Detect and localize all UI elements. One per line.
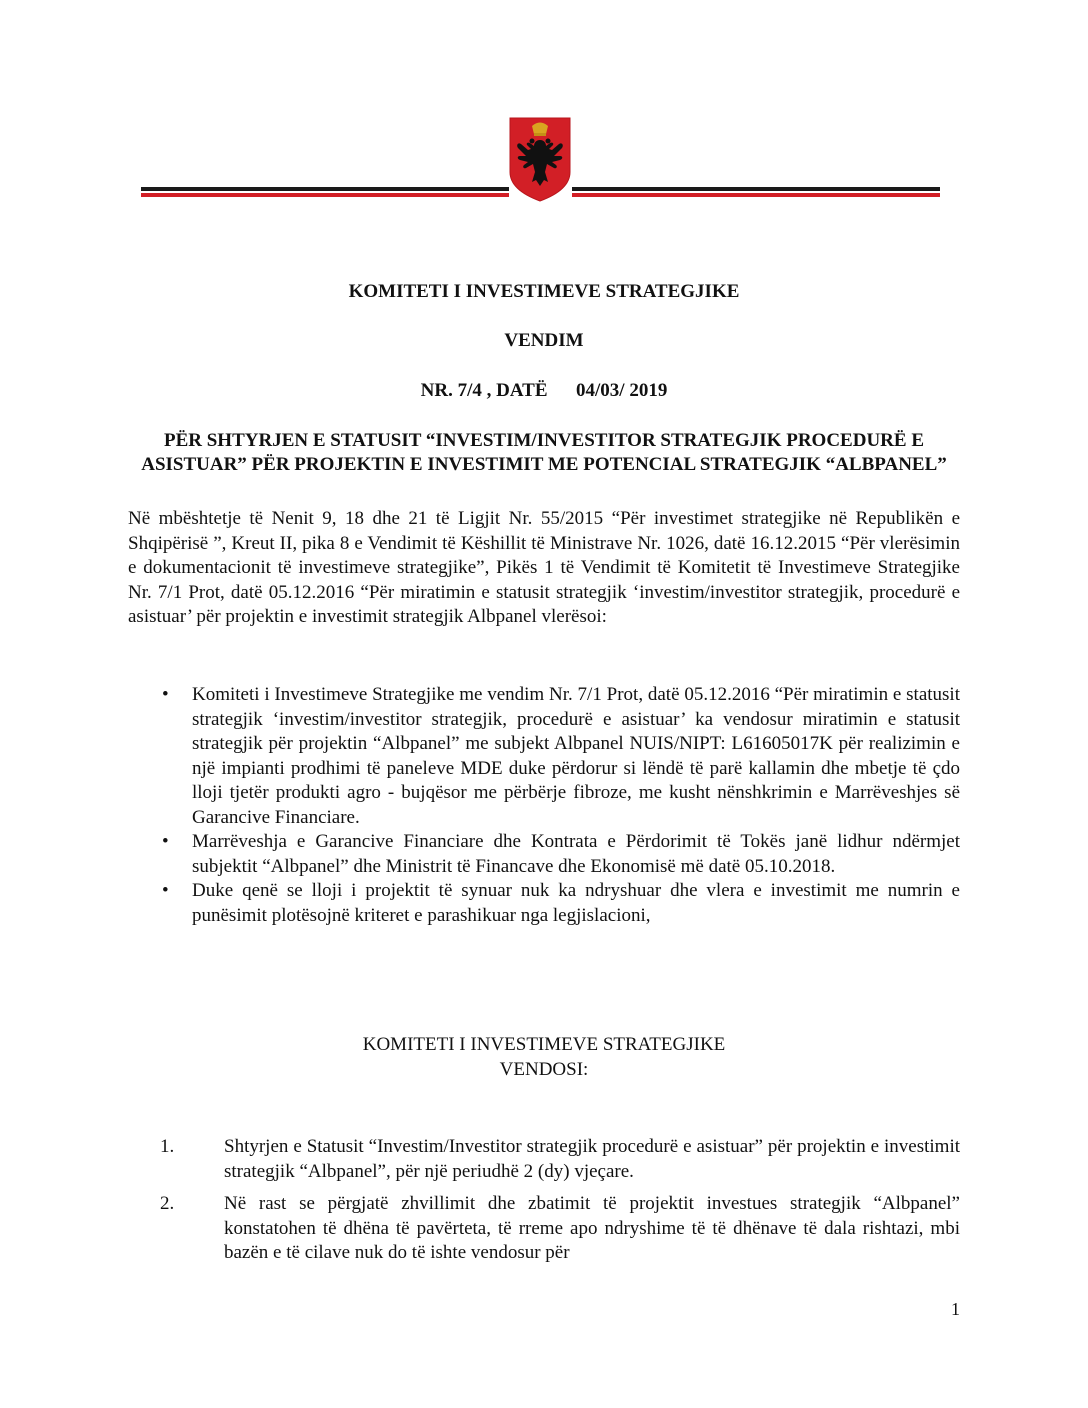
decisions-list: [128, 1135, 960, 1266]
list-item: 2. Në rast se përgjatë zhvillimit dhe zbatimit të projektit investues strategjik “Albpanel” konstatohen të dhëna të pavërteta, të rreme apo ndryshime të të dhënave të dala rishtazi, mbi bazën e të cilave nuk do të ishte vendosur për: [160, 1193, 960, 1263]
intro-paragraph: Në mbështetje të Nenit 9, 18 dhe 21 të Ligjit Nr. 55/2015 “Për investimet strategjike në Republikën e Shqipërisë ”, Kreut II, pika 8 e Vendimit të Këshillit të Ministrave Nr. 1026, datë 16.12.2015 “Për vlerësimin e dokumentacionit të investimeve strategjike”, Pikës 1 të Vendimit të Komitetit të Investimeve Strategjike Nr. 7/1 Prot, datë 05.12.2016 “Për miratimin e statusit strategjik ‘investim/investitor strategjik, procedurë e asistuar’ për projektin e investimit strategjik Albpanel vlerësoi:: [128, 508, 960, 627]
page-number: 1: [951, 1299, 960, 1319]
list-item: 1. Shtyrjen e Statusit “Investim/Investitor strategjik procedurë e asistuar” për projektin e investimit strategjik “Albpanel”, për një periudhë 2 (dy) vjeçare.: [160, 1136, 960, 1182]
decides-committee: KOMITETI I INVESTIMEVE STRATEGJIKE: [362, 1034, 726, 1055]
bullet-icon: •: [162, 880, 169, 901]
header-rule-right: [572, 187, 940, 197]
decision-title: PËR SHTYRJEN E STATUSIT “INVESTIM/INVESTITOR STRATEGJIK PROCEDURË E ASISTUAR” PËR PROJEKTIN E INVESTIMIT ME POTENCIAL STRATEGJIK “ALBPANEL”: [141, 430, 947, 475]
decision-label: VENDIM: [504, 330, 584, 351]
albanian-coat-of-arms-icon: [508, 116, 572, 202]
decision-number: NR. 7/4 , DATË 04/03/ 2019: [420, 380, 668, 401]
list-item: • Duke qenë se lloji i projektit të synuar nuk ka ndryshuar dhe vlera e investimit me numrin e punësimit plotësojnë kriteret e parashikuar nga legjislacioni,: [162, 880, 960, 926]
list-item: • Marrëveshja e Garancive Financiare dhe Kontrata e Përdorimit të Tokës janë lidhur ndërmjet subjektit “Albpanel” dhe Ministrit të Financave dhe Ekonomisë më datë 05.10.2018.: [162, 831, 960, 877]
list-item: • Komiteti i Investimeve Strategjike me vendim Nr. 7/1 Prot, datë 05.12.2016 “Për miratimin e statusit strategjik ‘investim/investitor strategjik, procedurë e asistuar’ ka vendosur miratimin e statusit strategjik për projektin “Albpanel” me subjekt Albpanel NUIS/NIPT: L61605017K për realizimin e një impianti prodhimi të paneleve MDE duke përdorur si lëndë të parë kallamin dhe mbetje të çdo lloji tjetër produkti agro - bujqësor me përbërje fibroze, me kusht nënshkrimin e Marrëveshjes së Garancive Financiare.: [162, 684, 960, 828]
header-rule-left: [141, 187, 509, 197]
committee-heading: KOMITETI I INVESTIMEVE STRATEGJIKE: [348, 281, 740, 302]
decides-label: VENDOSI:: [499, 1059, 589, 1080]
considerations-list: [128, 683, 960, 928]
bullet-icon: •: [162, 831, 169, 852]
bullet-icon: •: [162, 684, 169, 705]
